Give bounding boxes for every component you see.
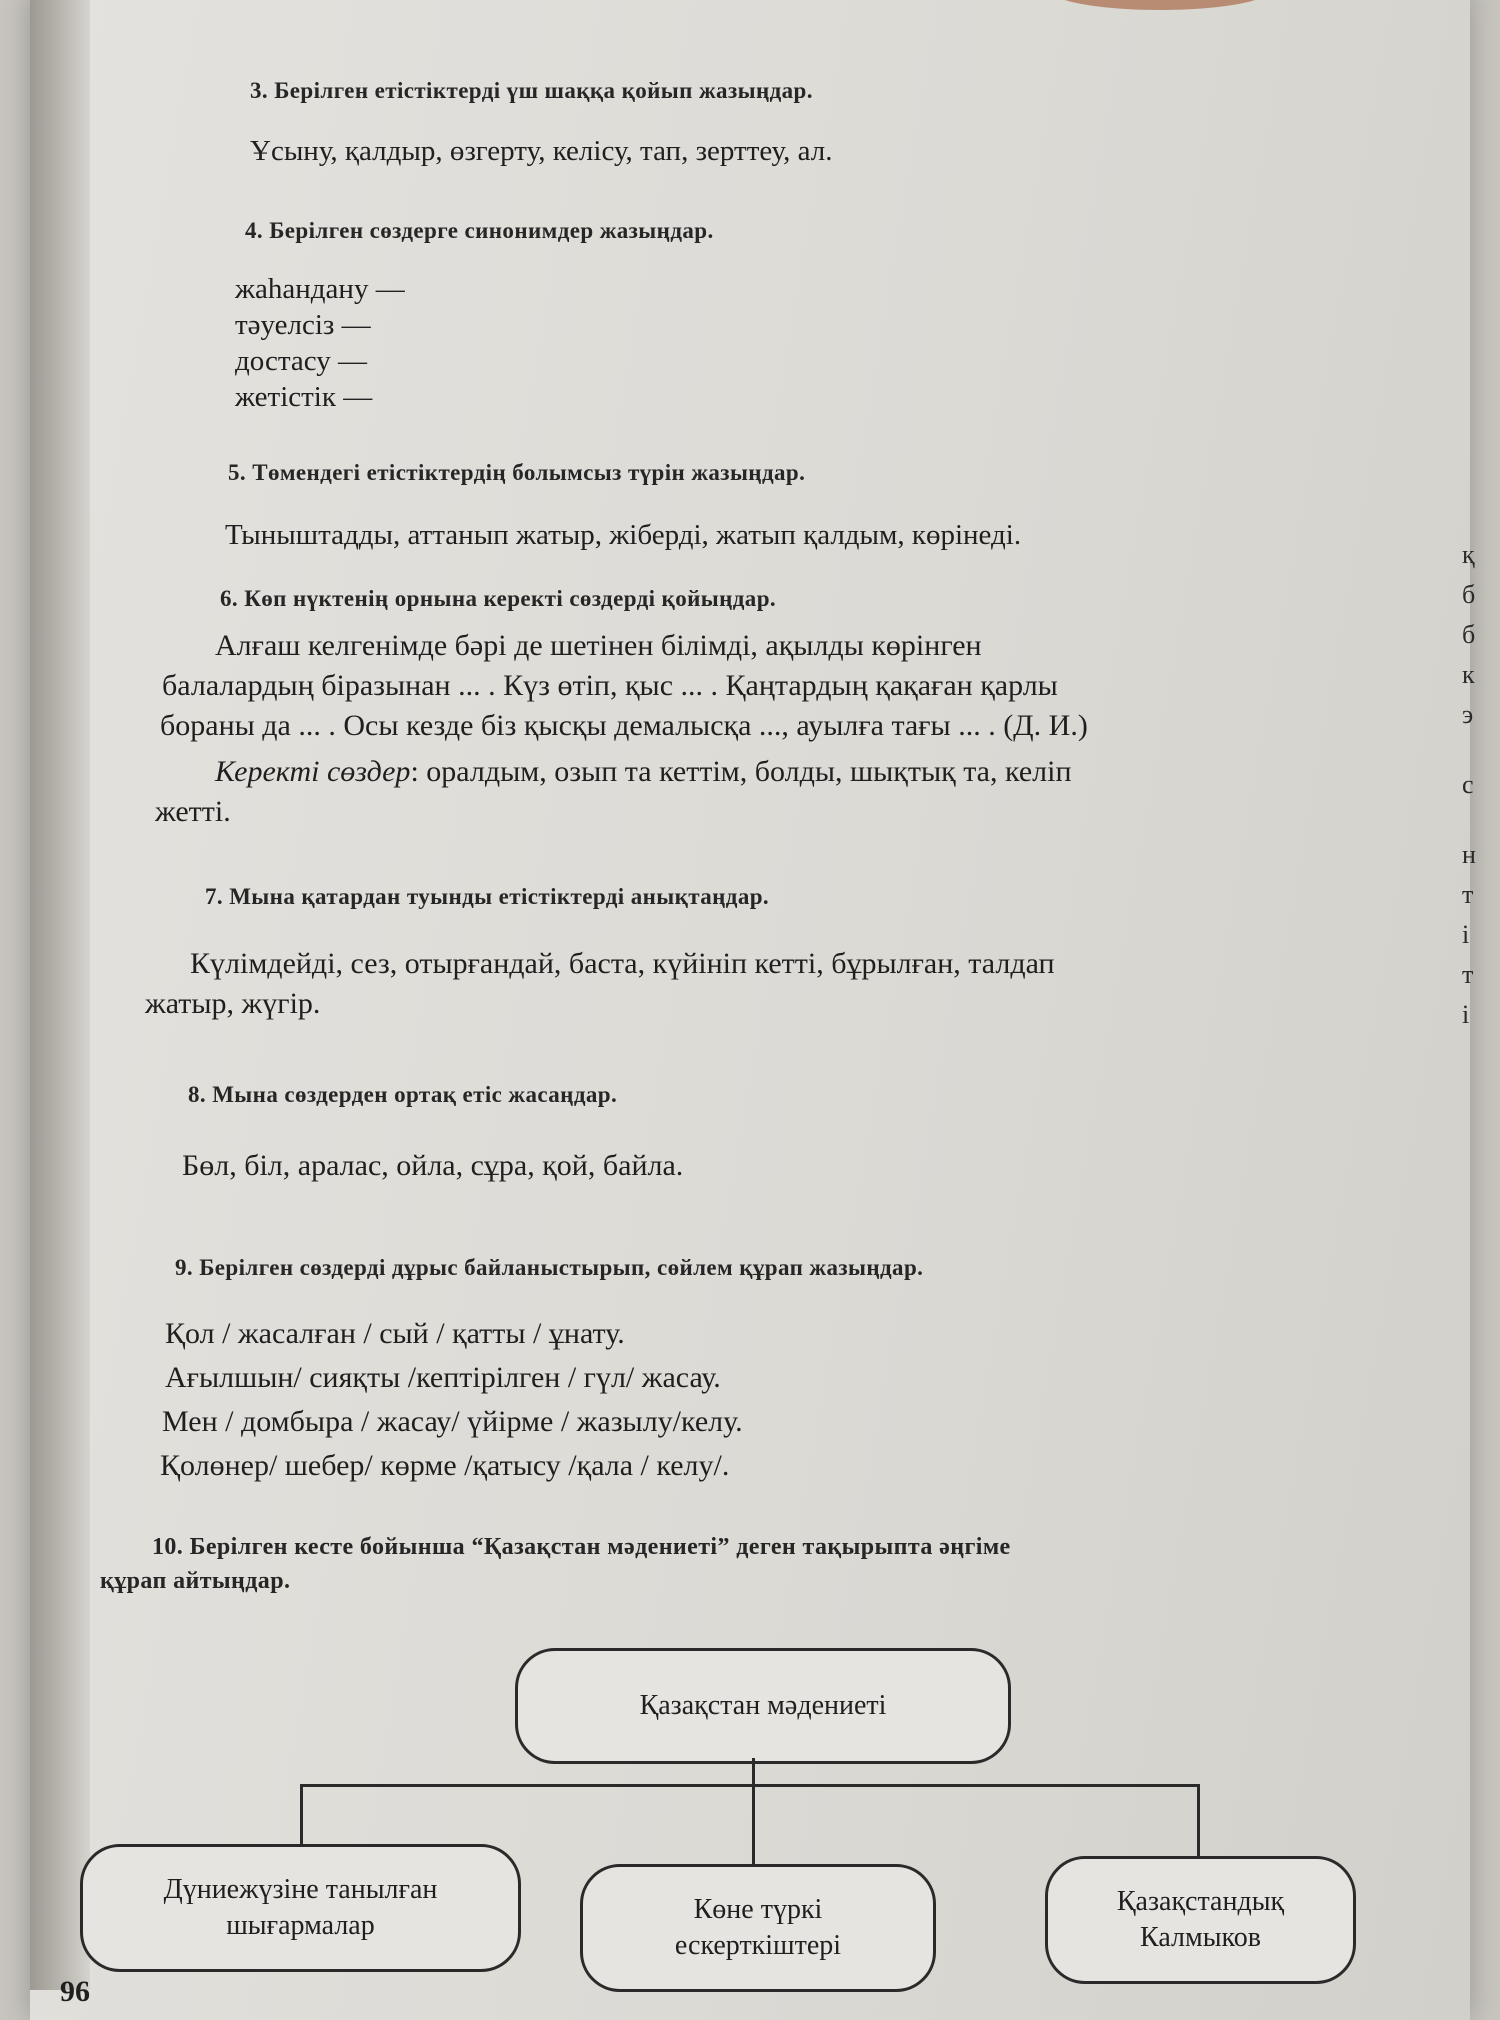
diagram-node-left	[80, 1844, 521, 1972]
task-6-hint	[215, 752, 1072, 792]
node-label: Дүниежүзіне танылған	[163, 1874, 438, 1905]
task-7-heading: 7. Мына қатардан туынды етістіктерді анықтаңдар.	[205, 884, 770, 909]
task-8-text: Бөл, біл, аралас, ойла, сұра, қой, байла.	[182, 1149, 684, 1182]
hint-words: : оралдым, озып та кеттім, болды, шықтық та, келіп	[410, 755, 1072, 788]
book-spine	[30, 0, 90, 1990]
node-label: Көне түркі	[693, 1894, 823, 1925]
connector-line	[300, 1784, 1200, 1787]
edge-letter: б	[1462, 620, 1476, 649]
task-7-line: Күлімдейді, сез, отырғандай, баста, күйініп кетті, бұрылған, талдап	[190, 947, 1055, 980]
task-3-text: Ұсыну, қалдыр, өзгерту, келісу, тап, зерттеу, ал.	[250, 135, 833, 167]
diagram-root-node	[515, 1648, 1011, 1764]
diagram-node-right	[1045, 1856, 1356, 1984]
root-label: Қазақстан мәдениеті	[639, 1690, 887, 1721]
edge-letter: с	[1462, 770, 1474, 799]
task-10-heading: 10. Берілген кесте бойынша “Қазақстан мәдениеті” деген тақырыпта әңгіме	[152, 1534, 1011, 1560]
edge-letter: т	[1462, 880, 1474, 909]
node-label: шығармалар	[226, 1910, 375, 1941]
edge-letter: б	[1462, 580, 1476, 609]
hint-label: Керекті сөздер	[215, 755, 411, 788]
edge-letter: э	[1462, 700, 1474, 729]
diagram-node-middle	[580, 1864, 936, 1992]
task-5-heading: 5. Төмендегі етістіктердің болымсыз түрін жазыңдар.	[228, 460, 806, 485]
synonym-item: тәуелсіз —	[235, 309, 371, 341]
task-6-line: балалардың біразынан ... . Күз өтіп, қыс ... . Қаңтардың қақаған қарлы	[162, 669, 1058, 702]
task-6-line: бораны да ... . Осы кезде біз қысқы демалысқа ..., ауылға тағы ... . (Д. И.)	[160, 709, 1088, 742]
task-6-heading: 6. Көп нүктенің орнына керекті сөздерді қойыңдар.	[220, 586, 777, 611]
task-6-line: Алғаш келгенімде бәрі де шетінен білімді, ақылды көрінген	[215, 629, 982, 662]
task-9-line: Мен / домбыра / жасау/ үйірме / жазылу/келу.	[162, 1405, 743, 1438]
task-9-heading: 9. Берілген сөздерді дұрыс байланыстырып, сөйлем құрап жазыңдар.	[175, 1255, 924, 1280]
edge-letter: к	[1462, 660, 1475, 689]
task-3-heading: 3. Берілген етістіктерді үш шаққа қойып жазыңдар.	[250, 78, 813, 103]
task-9-line: Ағылшын/ сияқты /кептірілген / гүл/ жасау.	[165, 1361, 721, 1394]
synonym-item: достасу —	[235, 345, 367, 377]
task-9-line: Қолөнер/ шебер/ көрме /қатысу /қала / келу/.	[160, 1449, 730, 1482]
page-number: 96	[60, 1975, 90, 2008]
node-label: Қазақстандық	[1116, 1886, 1285, 1917]
task-7-line: жатыр, жүгір.	[145, 987, 321, 1020]
edge-letter: н	[1462, 840, 1476, 869]
task-4-heading: 4. Берілген сөздерге синонимдер жазыңдар.	[245, 218, 714, 243]
edge-letter: і	[1462, 1000, 1470, 1029]
connector-line	[1197, 1784, 1200, 1864]
synonym-item: жетістік —	[235, 381, 373, 413]
next-page-edge	[1462, 540, 1500, 1040]
edge-letter: қ	[1462, 540, 1475, 569]
task-10-heading-cont: құрап айтыңдар.	[100, 1568, 291, 1594]
node-label: ескерткіштері	[674, 1930, 842, 1961]
synonym-item: жаһандану —	[235, 273, 405, 305]
task-8-heading: 8. Мына сөздерден ортақ етіс жасаңдар.	[188, 1082, 618, 1107]
task-6-hint-tail: жетті.	[155, 795, 231, 828]
connector-line	[752, 1784, 755, 1864]
edge-letter: і	[1462, 920, 1470, 949]
node-label: Калмыков	[1140, 1922, 1261, 1953]
edge-letter: т	[1462, 960, 1474, 989]
task-9-line: Қол / жасалған / сый / қатты / ұнату.	[165, 1317, 625, 1350]
task-5-text: Тыныштадды, аттанып жатыр, жіберді, жатып қалдым, көрінеді.	[225, 519, 1022, 551]
connector-line	[300, 1784, 303, 1844]
